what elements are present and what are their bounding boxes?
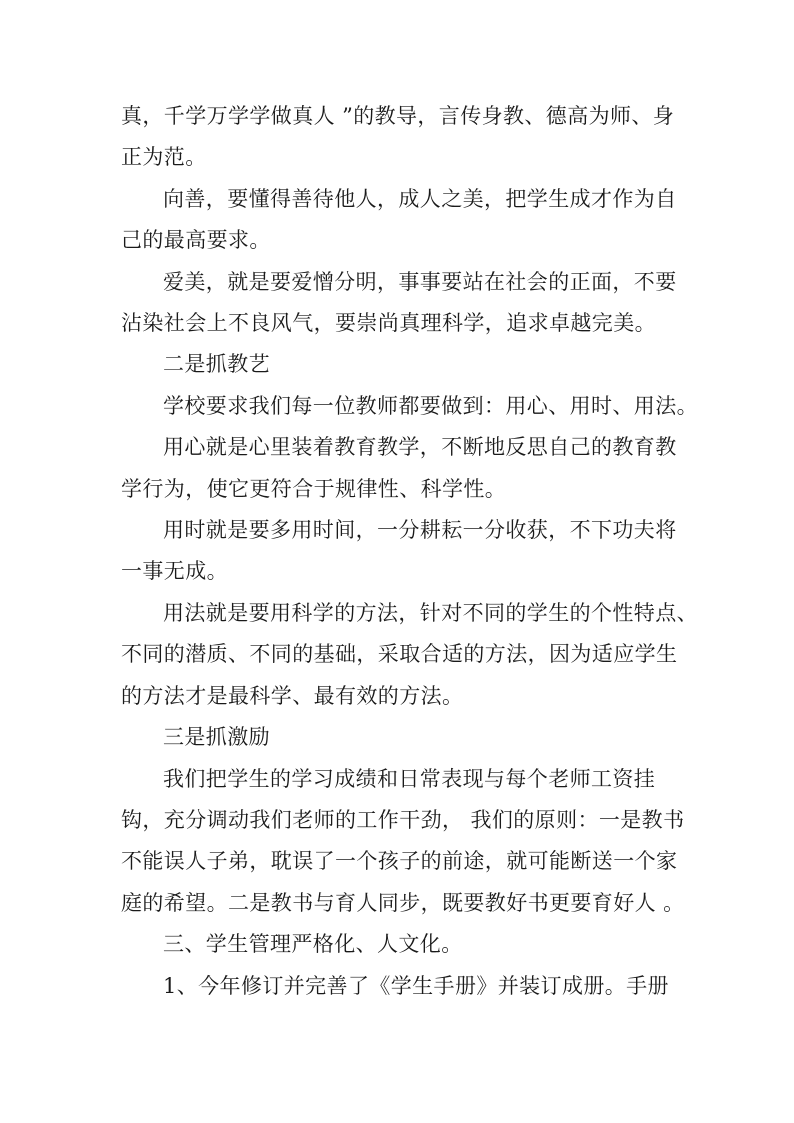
text-line: 沾染社会上不良风气，要崇尚真理科学，追求卓越完美。 <box>121 311 656 336</box>
text-line: 1、今年修订并完善了《学生手册》并装订成册。手册 <box>163 973 669 998</box>
text-line: 爱美，就是要爱憎分明，事事要站在社会的正面，不要 <box>163 269 677 294</box>
text-line: 不能误人子弟，耽误了一个孩子的前途，就可能断送一个家 <box>121 849 678 874</box>
section-heading: 三、学生管理严格化、人文化。 <box>163 932 463 957</box>
text-line: 学行为，使它更符合于规律性、科学性。 <box>121 476 507 501</box>
text-line: 庭的希望。二是教书与育人同步，既要教好书更要育好人 。 <box>121 890 685 915</box>
section-heading: 三是抓激励 <box>163 725 270 750</box>
text-line: 学校要求我们每一位教师都要做到：用心、用时、用法。 <box>163 393 698 418</box>
text-line: 向善，要懂得善待他人，成人之美，把学生成才作为自 <box>163 186 677 211</box>
text-line: 的方法才是最科学、最有效的方法。 <box>121 683 464 708</box>
text-line: 钩，充分调动我们老师的工作干劲， 我们的原则：一是教书 <box>121 807 685 832</box>
document-body <box>121 96 698 1007</box>
text-line: 正为范。 <box>121 145 207 170</box>
text-line: 用时就是要多用时间，一分耕耘一分收获，不下功夫将 <box>163 518 677 543</box>
text-line: 我们把学生的学习成绩和日常表现与每个老师工资挂 <box>163 766 656 791</box>
section-heading: 二是抓教艺 <box>163 352 270 377</box>
text-line: 真，千学万学学做真人 ”的教导，言传身教、德高为师、身 <box>121 104 675 128</box>
text-line: 用心就是心里装着教育教学，不断地反思自己的教育教 <box>163 435 677 460</box>
text-line: 一事无成。 <box>121 559 228 584</box>
text-line: 不同的潜质、不同的基础，采取合适的方法，因为适应学生 <box>121 642 678 667</box>
text-line: 己的最高要求。 <box>121 228 271 253</box>
text-line: 用法就是要用科学的方法，针对不同的学生的个性特点、 <box>163 600 698 625</box>
